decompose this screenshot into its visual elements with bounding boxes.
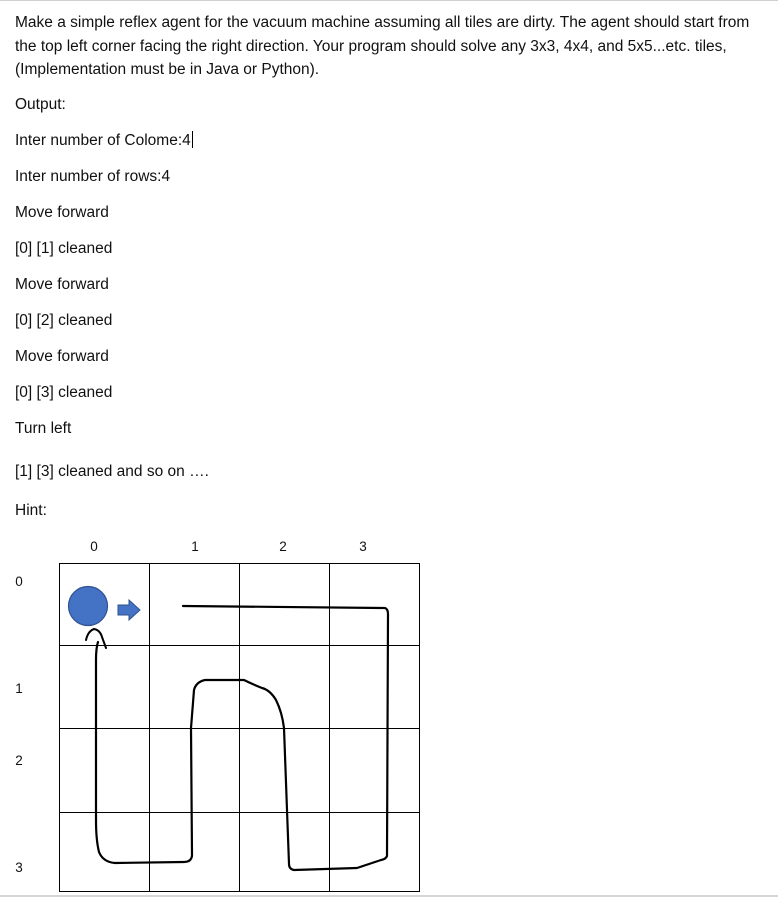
row-label: 0 bbox=[15, 574, 23, 589]
step-line: Move forward bbox=[15, 348, 109, 365]
column-label: 1 bbox=[191, 539, 199, 554]
page-bottom-border bbox=[0, 895, 778, 897]
tile-grid bbox=[60, 564, 420, 892]
step-line: [0] [3] cleaned bbox=[15, 384, 113, 401]
row-label: 2 bbox=[15, 753, 23, 768]
output-heading: Output: bbox=[15, 96, 66, 113]
row-label: 3 bbox=[15, 860, 23, 875]
step-line: Move forward bbox=[15, 276, 109, 293]
step-line: [0] [2] cleaned bbox=[15, 312, 113, 329]
column-label: 3 bbox=[359, 539, 367, 554]
step-line: [1] [3] cleaned and so on …. bbox=[15, 463, 209, 480]
row-label: 1 bbox=[15, 681, 23, 696]
step-line: Turn left bbox=[15, 420, 72, 437]
facing-right-arrow-icon bbox=[118, 600, 140, 620]
hint-heading: Hint: bbox=[15, 502, 47, 519]
task-description: Make a simple reflex agent for the vacuum machine assuming all tiles are dirty. The agent should start from the top left corner facing the right direction. Your program should solve any 3x3, 4x4, and 5x5...etc. tiles, (Implementation must be in Java or Python). bbox=[15, 14, 750, 78]
column-label: 2 bbox=[279, 539, 287, 554]
column-label: 0 bbox=[90, 539, 98, 554]
columns-prompt-text: Inter number of Colome:4 bbox=[15, 132, 191, 149]
rows-prompt: Inter number of rows:4 bbox=[15, 168, 171, 185]
step-line: [0] [1] cleaned bbox=[15, 240, 113, 257]
step-line: Move forward bbox=[15, 204, 109, 221]
vacuum-agent-icon bbox=[69, 587, 108, 626]
